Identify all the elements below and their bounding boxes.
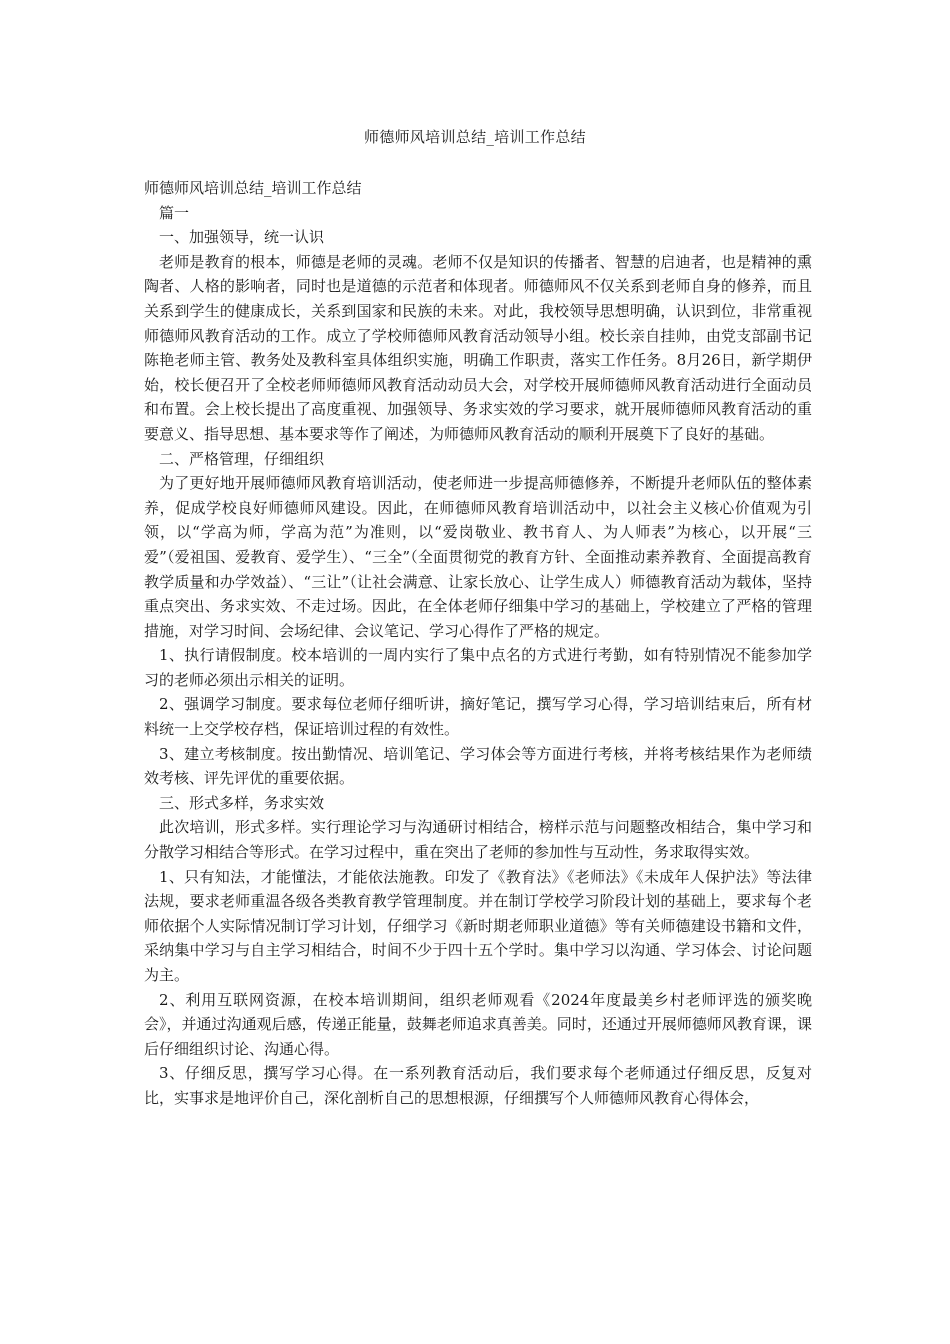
document-body [144,176,812,1111]
document-title: 师德师风培训总结_培训工作总结 [363,128,586,146]
document-paragraph: 此次培训，形式多样。实行理论学习与沟通研讨相结合，榜样示范与问题整改相结合，集中学习和分散学习相结合等形式。在学习过程中，重在突出了老师的参加性与互动性，务求取得实效。 [144,818,812,862]
document-paragraph: 老师是教育的根本，师德是老师的灵魂。老师不仅是知识的传播者、智慧的启迪者，也是精神的熏陶者、人格的影响者，同时也是道德的示范者和体现者。师德师风不仅关系到老师自身的修养，而且关系到学生的健康成长，关系到国家和民族的未来。对此，我校领导思想明确，认识到位，非常重视师德师风教育活动的工作。成立了学校师德师风教育活动领导小组。校长亲自挂帅，由党支部副书记陈艳老师主管、教务处及教科室具体组织实施，明确工作职责，落实工作任务。8月26日，新学期伊始，校长便召开了全校老师师德师风教育活动动员大会，对学校开展师德师风教育活动进行全面动员和布置。会上校长提出了高度重视、加强领导、务求实效的学习要求，就开展师德师风教育活动的重要意义、指导思想、基本要求等作了阐述，为师德师风教育活动的顺利开展奠下了良好的基础。 [144,252,812,443]
document-paragraph: 3、建立考核制度。按出勤情况、培训笔记、学习体会等方面进行考核，并将考核结果作为老师绩效考核、评先评优的重要依据。 [144,744,812,788]
document-paragraph: 篇一 [159,203,190,222]
document-paragraph: 一、加强领导，统一认识 [159,228,325,247]
document-paragraph: 1、只有知法，才能懂法，才能依法施教。印发了《教育法》《老师法》《未成年人保护法》等法律法规，要求老师重温各级各类教育教学管理制度。并在制订学校学习阶段计划的基础上，要求每个老师依据个人实际情况制订学习计划，仔细学习《新时期老师职业道德》等有关师德建设书籍和文件，采纳集中学习与自主学习相结合，时间不少于四十五个学时。集中学习以沟通、学习体会、讨论问题为主。 [144,867,812,984]
document-paragraph: 三、形式多样，务求实效 [159,793,325,812]
document-paragraph: 2、强调学习制度。要求每位老师仔细听讲，摘好笔记，撰写学习心得，学习培训结束后，所有材料统一上交学校存档，保证培训过程的有效性。 [144,695,812,739]
document-paragraph: 为了更好地开展师德师风教育培训活动，使老师进一步提高师德修养，不断提升老师队伍的整体素养，促成学校良好师德师风建设。因此，在师德师风教育培训活动中，以社会主义核心价值观为引领，以“学高为师，学高为范”为准则，以“爱岗敬业、教书育人、为人师表”为核心，以开展“三爱”（爱祖国、爱教育、爱学生）、“三全”（全面贯彻党的教育方针、全面推动素养教育、全面提高教育教学质量和办学效益）、“三让”（让社会满意、让家长放心、让学生成人）师德教育活动为载体，坚持重点突出、务求实效、不走过场。因此，在全体老师仔细集中学习的基础上，学校建立了严格的管理措施，对学习时间、会场纪律、会议笔记、学习心得作了严格的规定。 [144,474,812,640]
document-paragraph: 1、执行请假制度。校本培训的一周内实行了集中点名的方式进行考勤，如有特别情况不能参加学习的老师必须出示相关的证明。 [144,646,812,689]
document-paragraph: 师德师风培训总结_培训工作总结 [144,179,362,197]
document-paragraph: 2、利用互联网资源，在校本培训期间，组织老师观看《2024年度最美乡村老师评选的颁奖晚会》，并通过沟通观后感，传递正能量，鼓舞老师追求真善美。同时，还通过开展师德师风教育课，课后仔细组织讨论、沟通心得。 [144,990,812,1058]
document-paragraph: 3、仔细反思，撰写学习心得。在一系列教育活动后，我们要求每个老师通过仔细反思，反复对比，实事求是地评价自己，深化剖析自己的思想根源，仔细撰写个人师德师风教育心得体会， [144,1064,812,1107]
document-paragraph: 二、严格管理，仔细组织 [159,449,325,468]
